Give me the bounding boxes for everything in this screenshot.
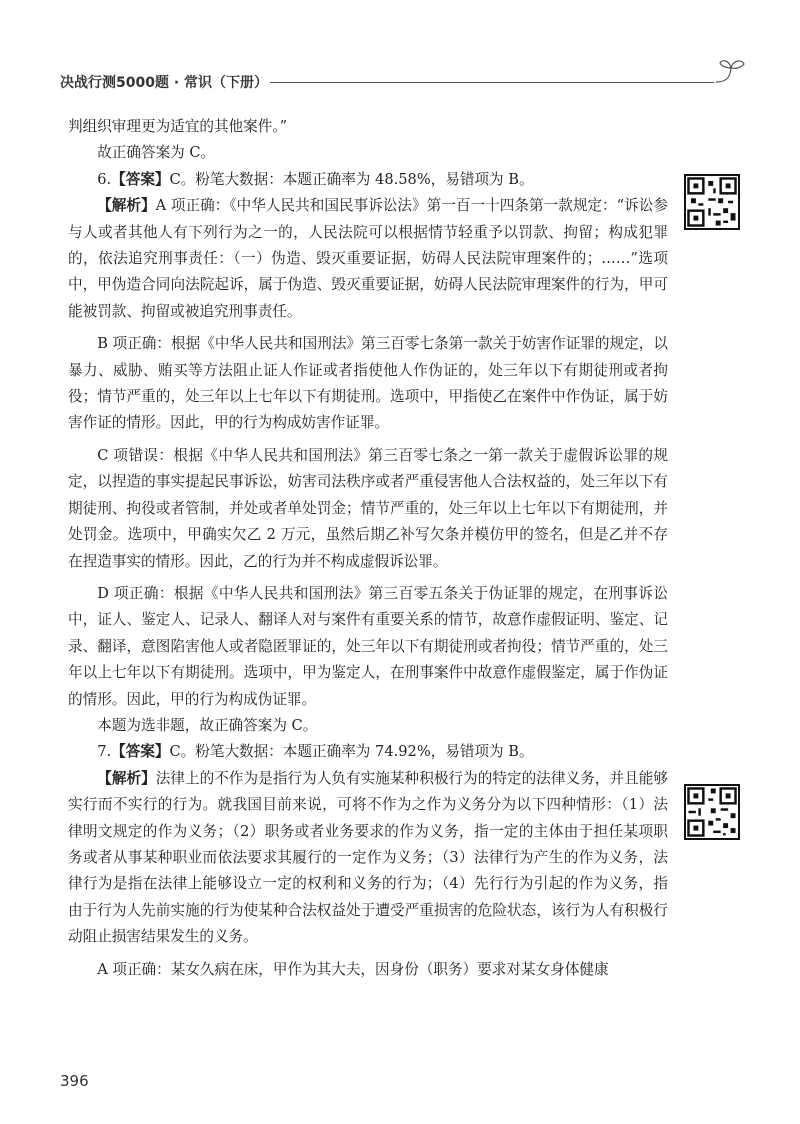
page-body — [68, 114, 668, 983]
page-header — [60, 72, 750, 96]
qr-code-icon[interactable] — [684, 174, 740, 230]
page-number: 396 — [60, 1072, 89, 1090]
paragraph-continued: 判组织审理更为适宜的其他案件。” — [68, 118, 288, 135]
question-6-analysis — [68, 193, 668, 325]
answer-text: C。粉笔大数据：本题正确率为 48.58%，易错项为 B。 — [169, 170, 534, 188]
paragraph-answer-summary: 故正确答案为 C。 — [97, 144, 216, 162]
question-7-answer — [68, 739, 668, 765]
qr-code-icon[interactable] — [684, 784, 740, 840]
header-rule — [270, 82, 714, 83]
question-number: 6. — [97, 170, 112, 188]
sprout-icon — [712, 56, 750, 86]
book-title: 决战行测5000题 · 常识（下册） — [60, 75, 269, 91]
option-c-paragraph: C 项错误：根据《中华人民共和国刑法》第三百零七条之一第一款关于虚假诉讼罪的规定，以捏造的事实提起民事诉讼，妨害司法秩序或者严重侵害他人合法权益的，处三年以下有期徒刑、拘役或者管制，并处或者单处罚金；情节严重的，处三年以上七年以下有期徒刑，并处罚金。选项中，甲确实欠乙 2 万元，虽然后期乙补写欠条并模仿甲的签名，但是乙并不存在捏造事实的情形。因此，乙的行为并不构成虚假诉讼罪。 — [68, 446, 668, 570]
analysis-tag: 【解析】 — [97, 197, 156, 215]
analysis-text: A 项正确：《中华人民共和国民事诉讼法》第一百一十四条第一款规定：“诉讼参与人或者其他人有下列行为之一的，人民法院可以根据情节轻重予以罚款、拘留；构成犯罪的，依法追究刑事责任：（一）伪造、毁灭重要证据，妨碍人民法院审理案件的；……”选项中，甲伪造合同向法院起诉，属于伪造、毁灭重要证据，妨碍人民法院审理案件的行为，甲可能被罚款、拘留或被追究刑事责任。 — [68, 197, 668, 320]
answer-tag: 【答案】 — [111, 170, 170, 188]
question-7-analysis — [68, 766, 668, 951]
question-number: 7. — [97, 743, 112, 761]
answer-tag: 【答案】 — [111, 743, 170, 761]
question-6-answer — [68, 167, 668, 193]
answer-text: C。粉笔大数据：本题正确率为 74.92%，易错项为 B。 — [169, 743, 534, 761]
option-d-paragraph: D 项正确：根据《中华人民共和国刑法》第三百零五条关于伪证罪的规定，在刑事诉讼中，证人、鉴定人、记录人、翻译人对与案件有重要关系的情节，故意作虚假证明、鉴定、记录、翻译，意图陷害他人或者隐匿罪证的，处三年以下有期徒刑或者拘役；情节严重的，处三年以上七年以下有期徒刑。选项中，甲为鉴定人，在刑事案件中故意作虚假鉴定，属于作伪证的情形。因此，甲的行为构成伪证罪。 — [68, 584, 668, 708]
option-a-paragraph: A 项正确：某女久病在床，甲作为其大夫，因身份（职务）要求对某女身体健康 — [97, 960, 609, 978]
analysis-text: 法律上的不作为是指行为人负有实施某种积极行为的特定的法律义务，并且能够实行而不实行的行为。就我国目前来说，可将不作为之作为义务分为以下四种情形：（1）法律明文规定的作为义务；（2）职务或者业务要求的作为义务，指一定的主体由于担任某项职务或者从事某种职业而依法要求其履行的一定作为义务；（3）法律行为产生的作为义务，法律行为是指在法律上能够设立一定的权利和义务的行为；（4）先行行为引起的作为义务，指由于行为人先前实施的行为使某种合法权益处于遭受严重损害的危险状态，该行为人有积极行动阻止损害结果发生的义务。 — [68, 769, 668, 946]
option-b-paragraph: B 项正确：根据《中华人民共和国刑法》第三百零七条第一款关于妨害作证罪的规定，以暴力、威胁、贿买等方法阻止证人作证或者指使他人作伪证的，处三年以下有期徒刑或者拘役；情节严重的，处三年以上七年以下有期徒刑。选项中，甲指使乙在案件中作伪证，属于妨害作证的情形。因此，甲的行为构成妨害作证罪。 — [68, 335, 668, 432]
analysis-tag: 【解析】 — [97, 769, 156, 787]
question-6-conclusion: 本题为选非题，故正确答案为 C。 — [97, 716, 318, 734]
